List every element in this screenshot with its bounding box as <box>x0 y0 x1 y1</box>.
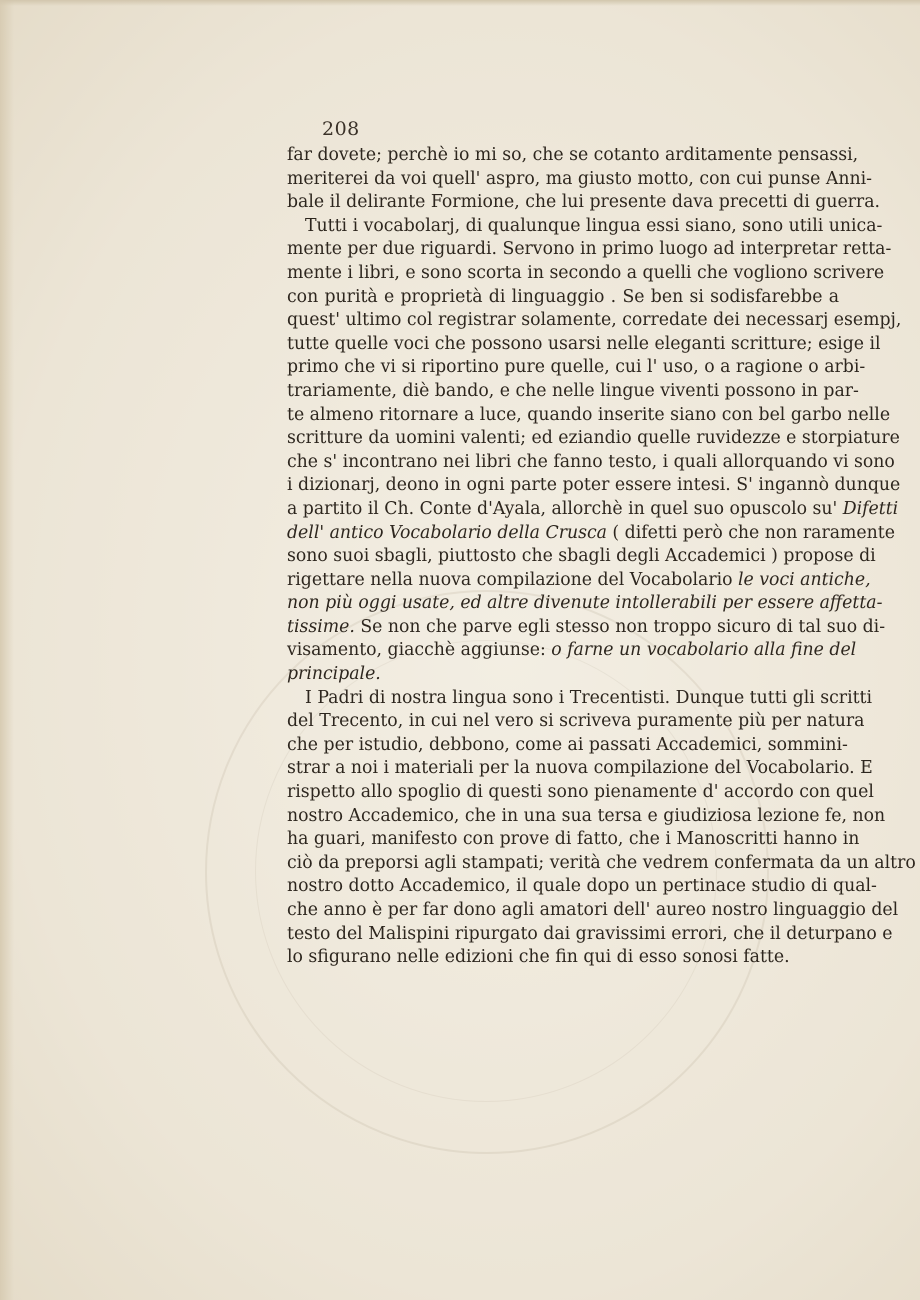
italic-text: dell' antico Vocabolario della Crusca <box>287 522 607 543</box>
italic-text: tissime. <box>287 616 355 637</box>
text-line <box>287 168 872 192</box>
text-line <box>287 474 901 498</box>
text-line <box>287 545 876 569</box>
line-text: testo del Malispini ripurgato dai gravissimi errori, che il deturpano e <box>287 923 893 944</box>
text-line <box>287 781 874 805</box>
text-line <box>287 356 866 380</box>
text-line <box>287 710 865 734</box>
italic-text: o farne un vocabolario alla fine del <box>551 640 857 661</box>
text-line <box>287 663 839 687</box>
line-text: ciò da preporsi agli stampati; verità che vedrem confermata da un altro <box>287 852 916 873</box>
text-line <box>287 828 860 852</box>
page-top-edge-shadow <box>0 0 920 6</box>
line-text: tutte quelle voci che possono usarsi nelle eleganti scritture; esige il <box>287 333 881 354</box>
line-text: quest' ultimo col registrar solamente, corredate dei necessarj esempj, <box>287 310 902 331</box>
line-text: trariamente, diè bando, e che nelle lingue viventi possono in par- <box>287 380 859 401</box>
line-text: con purità e proprietà di linguaggio . Se ben si sodisfarebbe a <box>287 286 839 307</box>
text-line <box>287 451 895 475</box>
line-text: Tutti i vocabolarj, di qualunque lingua essi siano, sono utili unica- <box>305 215 883 236</box>
text-line <box>287 522 895 546</box>
text-line <box>287 144 859 168</box>
text-line <box>287 262 885 286</box>
line-text: rispetto allo spoglio di questi sono pienamente d' accordo con quel <box>287 782 874 803</box>
text-line <box>287 946 839 970</box>
italic-text: principale. <box>287 664 381 685</box>
line-text: del Trecento, in cui nel vero si scriveva puramente più per natura <box>287 711 865 732</box>
text-line <box>287 923 893 947</box>
text-line <box>287 805 886 829</box>
line-text: primo che vi si riportino pure quelle, cui l' uso, o a ragione o arbi- <box>287 357 866 378</box>
text-line <box>287 616 886 640</box>
page-number: 208 <box>322 118 360 140</box>
text-line <box>287 380 859 404</box>
italic-text: non più oggi usate, ed altre divenute intollerabili per essere affetta- <box>287 593 883 614</box>
text-line <box>287 238 892 262</box>
line-text: te almeno ritornare a luce, quando inserite siano con bel garbo nelle <box>287 404 891 425</box>
line-text: visamento, giacchè aggiunse: <box>287 640 552 661</box>
paragraph <box>287 144 880 215</box>
text-line <box>287 852 916 876</box>
line-text: che s' incontrano nei libri che fanno testo, i quali allorquando vi sono <box>287 451 895 472</box>
line-text: meriterei da voi quell' aspro, ma giusto motto, con cui punse Anni- <box>287 168 872 189</box>
line-text: lo sfigurano nelle edizioni che fin qui di esso sonosi fatte. <box>287 947 790 968</box>
italic-text: Difetti <box>842 498 899 519</box>
line-text: far dovete; perchè io mi so, che se cotanto arditamente pensassi, <box>287 145 859 165</box>
text-line <box>287 639 857 663</box>
line-text: strar a noi i materiali per la nuova compilazione del Vocabolario. E <box>287 758 873 779</box>
text-line <box>287 215 883 239</box>
text-line <box>287 687 873 711</box>
text-line <box>287 592 883 616</box>
text-line <box>287 309 902 333</box>
text-line <box>287 286 839 310</box>
text-line <box>287 899 899 923</box>
line-text: ha guari, manifesto con prove di fatto, che i Manoscritti hanno in <box>287 829 860 850</box>
line-text: nostro dotto Accademico, il quale dopo un pertinace studio di qual- <box>287 876 877 897</box>
line-text: ( difetti però che non raramente <box>606 522 895 543</box>
page-left-edge-shadow <box>0 0 14 1300</box>
line-text: sono suoi sbagli, piuttosto che sbagli degli Accademici ) propose di <box>287 546 876 567</box>
line-text: rigettare nella nuova compilazione del Vocabolario <box>287 569 739 590</box>
line-text: I Padri di nostra lingua sono i Trecentisti. Dunque tutti gli scritti <box>305 687 873 708</box>
line-text: che per istudio, debbono, come ai passati Accademici, sommini- <box>287 734 848 755</box>
line-text: Se non che parve egli stesso non troppo sicuro di tal suo di- <box>354 616 886 637</box>
line-text: i dizionarj, deono in ogni parte poter essere intesi. S' ingannò dunque <box>287 475 901 496</box>
line-text: che anno è per far dono agli amatori dell' aureo nostro linguaggio del <box>287 900 899 920</box>
text-line <box>287 404 891 428</box>
line-text: a partito il Ch. Conte d'Ayala, allorchè in quel suo opuscolo su' <box>287 498 843 519</box>
body-text <box>287 144 916 970</box>
line-text: bale il delirante Formione, che lui presente dava precetti di guerra. <box>287 192 880 213</box>
text-line <box>287 191 880 215</box>
text-line <box>287 333 881 357</box>
line-text: mente per due riguardi. Servono in primo luogo ad interpretar retta- <box>287 239 892 260</box>
line-text: nostro Accademico, che in una sua tersa e giudiziosa lezione fe, non <box>287 805 886 826</box>
text-line <box>287 498 899 522</box>
italic-text: le voci antiche, <box>738 569 871 590</box>
paragraph <box>287 215 902 687</box>
text-line <box>287 734 848 758</box>
line-text: scritture da uomini valenti; ed eziandio quelle ruvidezze e storpiature <box>287 428 900 449</box>
text-line <box>287 569 871 593</box>
text-line <box>287 875 877 899</box>
paragraph <box>287 687 916 970</box>
line-text: mente i libri, e sono scorta in secondo a quelli che vogliono scrivere <box>287 262 885 283</box>
text-line <box>287 427 900 451</box>
text-line <box>287 757 873 781</box>
